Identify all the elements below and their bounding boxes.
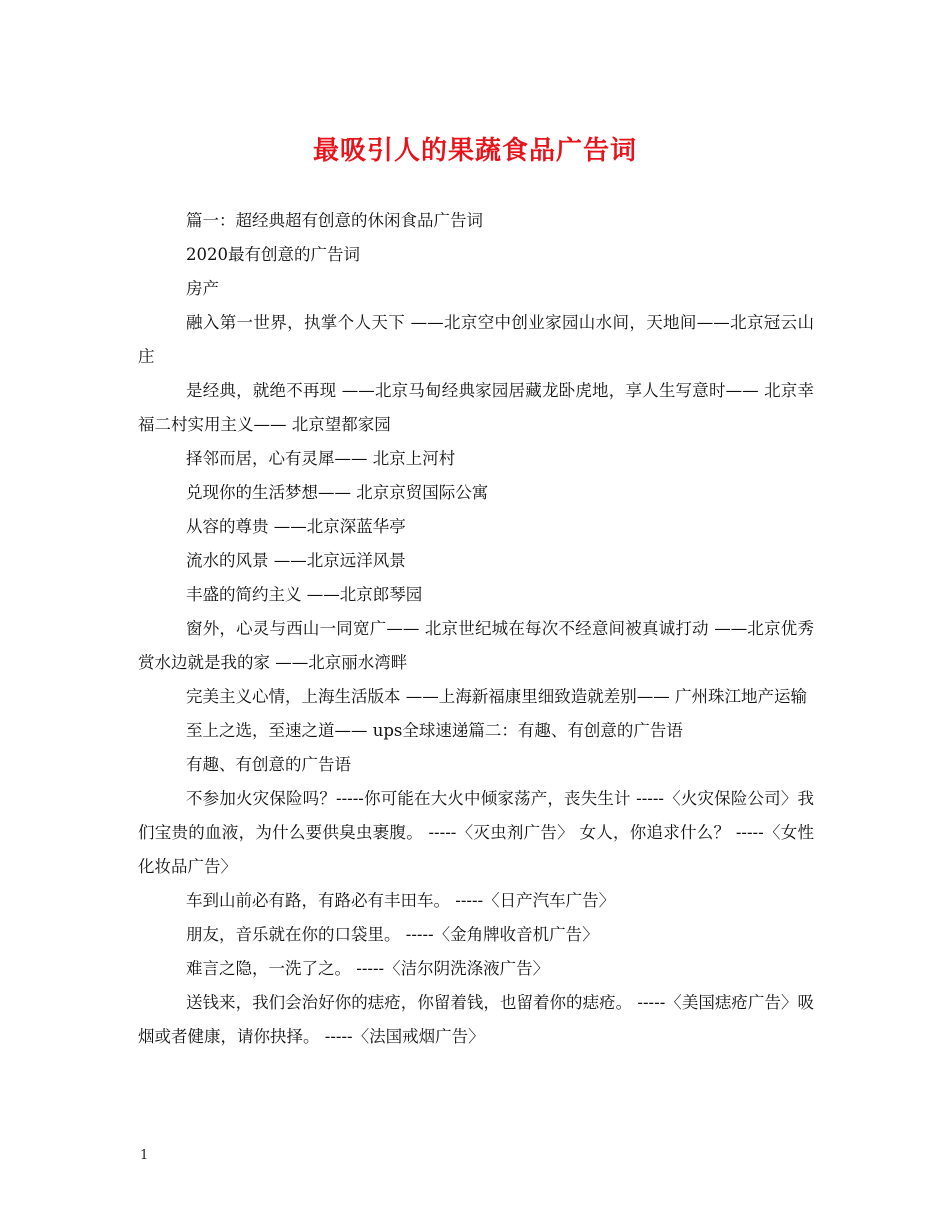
paragraph: 融入第一世界，执掌个人天下 ——北京空中创业家园山水间，天地间——北京冠云山庄 xyxy=(138,313,814,366)
paragraph: 兑现你的生活梦想—— 北京京贸国际公寓 xyxy=(186,483,489,502)
paragraph: 从容的尊贵 ——北京深蓝华亭 xyxy=(186,517,406,536)
paragraph: 是经典，就绝不再现 ——北京马甸经典家园居藏龙卧虎地，享人生写意时—— 北京幸福二村实用主义—— 北京望都家园 xyxy=(138,381,814,434)
paragraph: 房产 xyxy=(186,279,219,298)
paragraph: 难言之隐，一洗了之。 -----〈洁尔阴洗涤液广告〉 xyxy=(186,959,550,978)
paragraph: 2020最有创意的广告词 xyxy=(186,245,360,264)
paragraph: 不参加火灾保险吗？-----你可能在大火中倾家荡产，丧失生计 -----〈火灾保险公司〉我们宝贵的血液，为什么要供臭虫裹腹。 -----〈灭虫剂广告〉 女人，你追求什么？ -----〈女性化妆品广告〉 xyxy=(138,789,814,876)
paragraph: 车到山前必有路，有路必有丰田车。 -----〈日产汽车广告〉 xyxy=(186,891,616,910)
paragraph: 窗外，心灵与西山一同宽广—— 北京世纪城在每次不经意间被真诚打动 ——北京优秀赏水边就是我的家 ——北京丽水湾畔 xyxy=(138,619,814,672)
paragraph: 丰盛的简约主义 ——北京郎琴园 xyxy=(186,585,423,604)
paragraph: 送钱来，我们会治好你的痣疮，你留着钱，也留着你的痣疮。 -----〈美国痣疮广告〉吸烟或者健康，请你抉择。 -----〈法国戒烟广告〉 xyxy=(138,993,814,1046)
paragraph: 篇一：超经典超有创意的休闲食品广告词 xyxy=(186,211,483,230)
paragraph: 完美主义心情，上海生活版本 ——上海新福康里细致造就差别—— 广州珠江地产运输 xyxy=(186,687,807,706)
document-body xyxy=(138,204,814,1054)
paragraph: 至上之选，至速之道—— ups全球速递篇二：有趣、有创意的广告语 xyxy=(186,721,683,740)
page-number: 1 xyxy=(140,1148,149,1163)
paragraph: 朋友，音乐就在你的口袋里。 -----〈金角牌收音机广告〉 xyxy=(186,925,599,944)
paragraph: 流水的风景 ——北京远洋风景 xyxy=(186,551,406,570)
paragraph: 有趣、有创意的广告语 xyxy=(186,755,351,774)
paragraph: 择邻而居，心有灵犀—— 北京上河村 xyxy=(186,449,456,468)
document-title: 最吸引人的果蔬食品广告词 xyxy=(312,136,637,166)
